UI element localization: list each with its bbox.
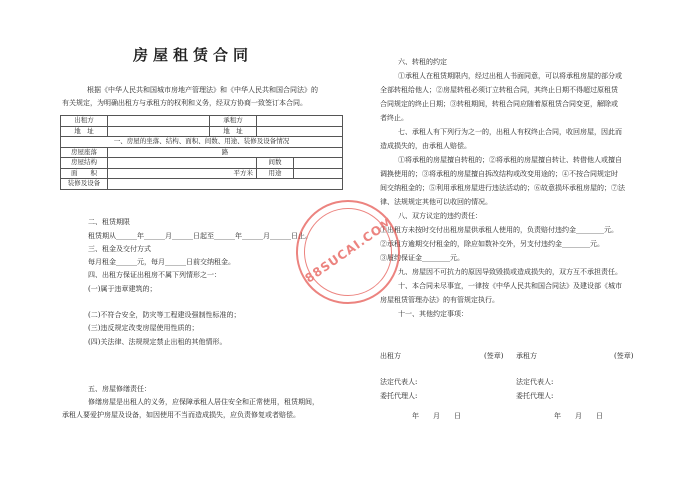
intro-line-2: 有关规定，为明确出租方与承租方的权利和义务，经双方协商一致签订本合同。 xyxy=(62,99,307,107)
section-4-item-1: (一)属于违章建筑的； xyxy=(88,285,157,293)
section-7-line-3: ①将承租的房屋擅自转租的；②将承租的房屋擅自转让、转借他人或擅自 xyxy=(398,156,622,164)
section-5-line-1: 修缮房屋是出租人的义务，应保障承租人居住安全和正常使用，租赁期间， xyxy=(88,398,319,406)
cell-area-unit: 平方米 xyxy=(108,168,257,179)
legal-rep-left: 法定代表人: xyxy=(380,378,418,386)
section-11-title: 十一、其他约定事项： xyxy=(398,310,468,318)
cell-structure-label: 房屋结构 xyxy=(61,158,108,169)
cell-decoration-label: 装修及设备 xyxy=(61,179,108,190)
intro-line-1: 根据《中华人民共和国城市房地产管理法》和《中华人民共和国合同法》的 xyxy=(87,86,318,94)
section-7-line-1: 七、承租人有下列行为之一的，出租人有权终止合同，收回房屋，因此而 xyxy=(398,128,622,136)
section-6-title: 六、转租的约定 xyxy=(398,58,447,66)
section-7-line-6: 律、法规规定其他可以收回的情况。 xyxy=(380,198,492,206)
cell-address-right-label: 地 址 xyxy=(210,126,257,137)
property-info-table xyxy=(60,115,343,190)
section-3-title: 三、租金及交付方式 xyxy=(88,245,151,253)
contract-title: 房屋租赁合同 xyxy=(133,46,254,64)
section-4-title: 四、出租方保证出租房不属下列情形之一： xyxy=(88,271,221,279)
section-7-line-4: 调换使用的；③将承租的房屋擅自拆改结构或改变用途的；④不按合同规定时 xyxy=(380,170,618,178)
lessor-sign-label: 出租方 xyxy=(380,352,401,360)
agent-left: 委托代理人: xyxy=(380,392,418,400)
section-6-line-2: 全部转租给他人；②房屋转租必须订立转租合同，其终止日期不得超过原租赁 xyxy=(380,86,618,94)
section-7-line-2: 造成损失的，由承租人赔偿。 xyxy=(380,142,471,150)
section-10-line-2: 房屋租赁管理办法》的有管规定执行。 xyxy=(380,296,499,304)
section-2-line: 租赁期从______年______月______日起至______年______月______日止。 xyxy=(88,232,312,240)
section-6-line-4: 者终止。 xyxy=(380,114,408,122)
lessee-sign-label: 承租方 xyxy=(516,352,537,360)
cell-address-left-value xyxy=(108,126,210,137)
section-7-line-5: 间交纳租金的；⑤利用承租房屋进行违法活动的；⑥故意损坏承租房屋的；⑦法 xyxy=(380,184,625,192)
section-10-line-1: 十、本合同未尽事宜，一律按《中华人民共和国合同法》及建设部《城市 xyxy=(398,282,622,290)
watermark-text: 88SUCAI.COM xyxy=(302,214,396,286)
cell-road: 路 xyxy=(108,147,343,158)
date-right: 年 月 日 xyxy=(554,412,603,420)
section-5-line-2: 承租人要爱护房屋及设备，如因使用不当而造成损失，应负责修复或者赔偿。 xyxy=(62,411,300,419)
section-4-item-4: (四)关法律、法规规定禁止出租的其他情形。 xyxy=(88,338,227,346)
cell-lessor-value xyxy=(108,116,210,127)
lessee-seal: (签章) xyxy=(614,352,634,360)
section-8-line-2: ②承租方逾期交付租金的，除应如数补交外，另支付违约金________元。 xyxy=(380,240,604,248)
section-5-title: 五、房屋修缮责任： xyxy=(88,385,151,393)
section-8-line-1: ①出租方未按时交付出租房屋供承租人使用的，负责赔付违约金________元。 xyxy=(380,226,618,234)
section-8-title: 八、双方议定的违约责任： xyxy=(398,212,482,220)
cell-address-right-value xyxy=(257,126,343,137)
section-4-item-2: (二)不符合安全，防灾等工程建设强制性标准的； xyxy=(88,311,241,319)
cell-lessee-value xyxy=(257,116,343,127)
section-4-item-3: (三)违反规定改变房屋使用性质的； xyxy=(88,324,199,332)
section-2-title: 二、租赁期限 xyxy=(88,218,130,226)
cell-location-label: 房屋座落 xyxy=(61,147,108,158)
section-6-line-3: 合同规定的终止日期；③转租期间，转租合同应随着原租赁合同变更，解除或 xyxy=(380,100,618,108)
section-8-line-3: ③履约保证金________元。 xyxy=(380,254,464,262)
section-3-line: 每月租金______元，每月______日前交纳租金。 xyxy=(88,258,235,266)
cell-use-label: 用途 xyxy=(257,168,294,179)
table-section-heading: 一、房屋的坐落、结构、面积、间数、用途、装修及设备情况 xyxy=(61,137,343,148)
cell-structure-value xyxy=(108,158,257,169)
cell-use-value xyxy=(294,168,343,179)
cell-lessor-label: 出租方 xyxy=(61,116,108,127)
date-left: 年 月 日 xyxy=(412,412,461,420)
cell-address-left-label: 地 址 xyxy=(61,126,108,137)
cell-rooms-label: 间数 xyxy=(257,158,294,169)
cell-decoration-value xyxy=(108,179,343,190)
cell-rooms-value xyxy=(294,158,343,169)
cell-area-label: 面 积 xyxy=(61,168,108,179)
section-9: 九、房屋因不可抗力的原因导致毁损或造成损失的，双方互不承担责任。 xyxy=(398,268,622,276)
cell-lessee-label: 承租方 xyxy=(210,116,257,127)
section-6-line-1: ①承租人在租赁期限内，经过出租人书面同意，可以将承租房屋的部分或 xyxy=(398,72,622,80)
legal-rep-right: 法定代表人: xyxy=(516,378,554,386)
lessor-seal: (签章) xyxy=(484,352,504,360)
agent-right: 委托代理人: xyxy=(516,392,554,400)
